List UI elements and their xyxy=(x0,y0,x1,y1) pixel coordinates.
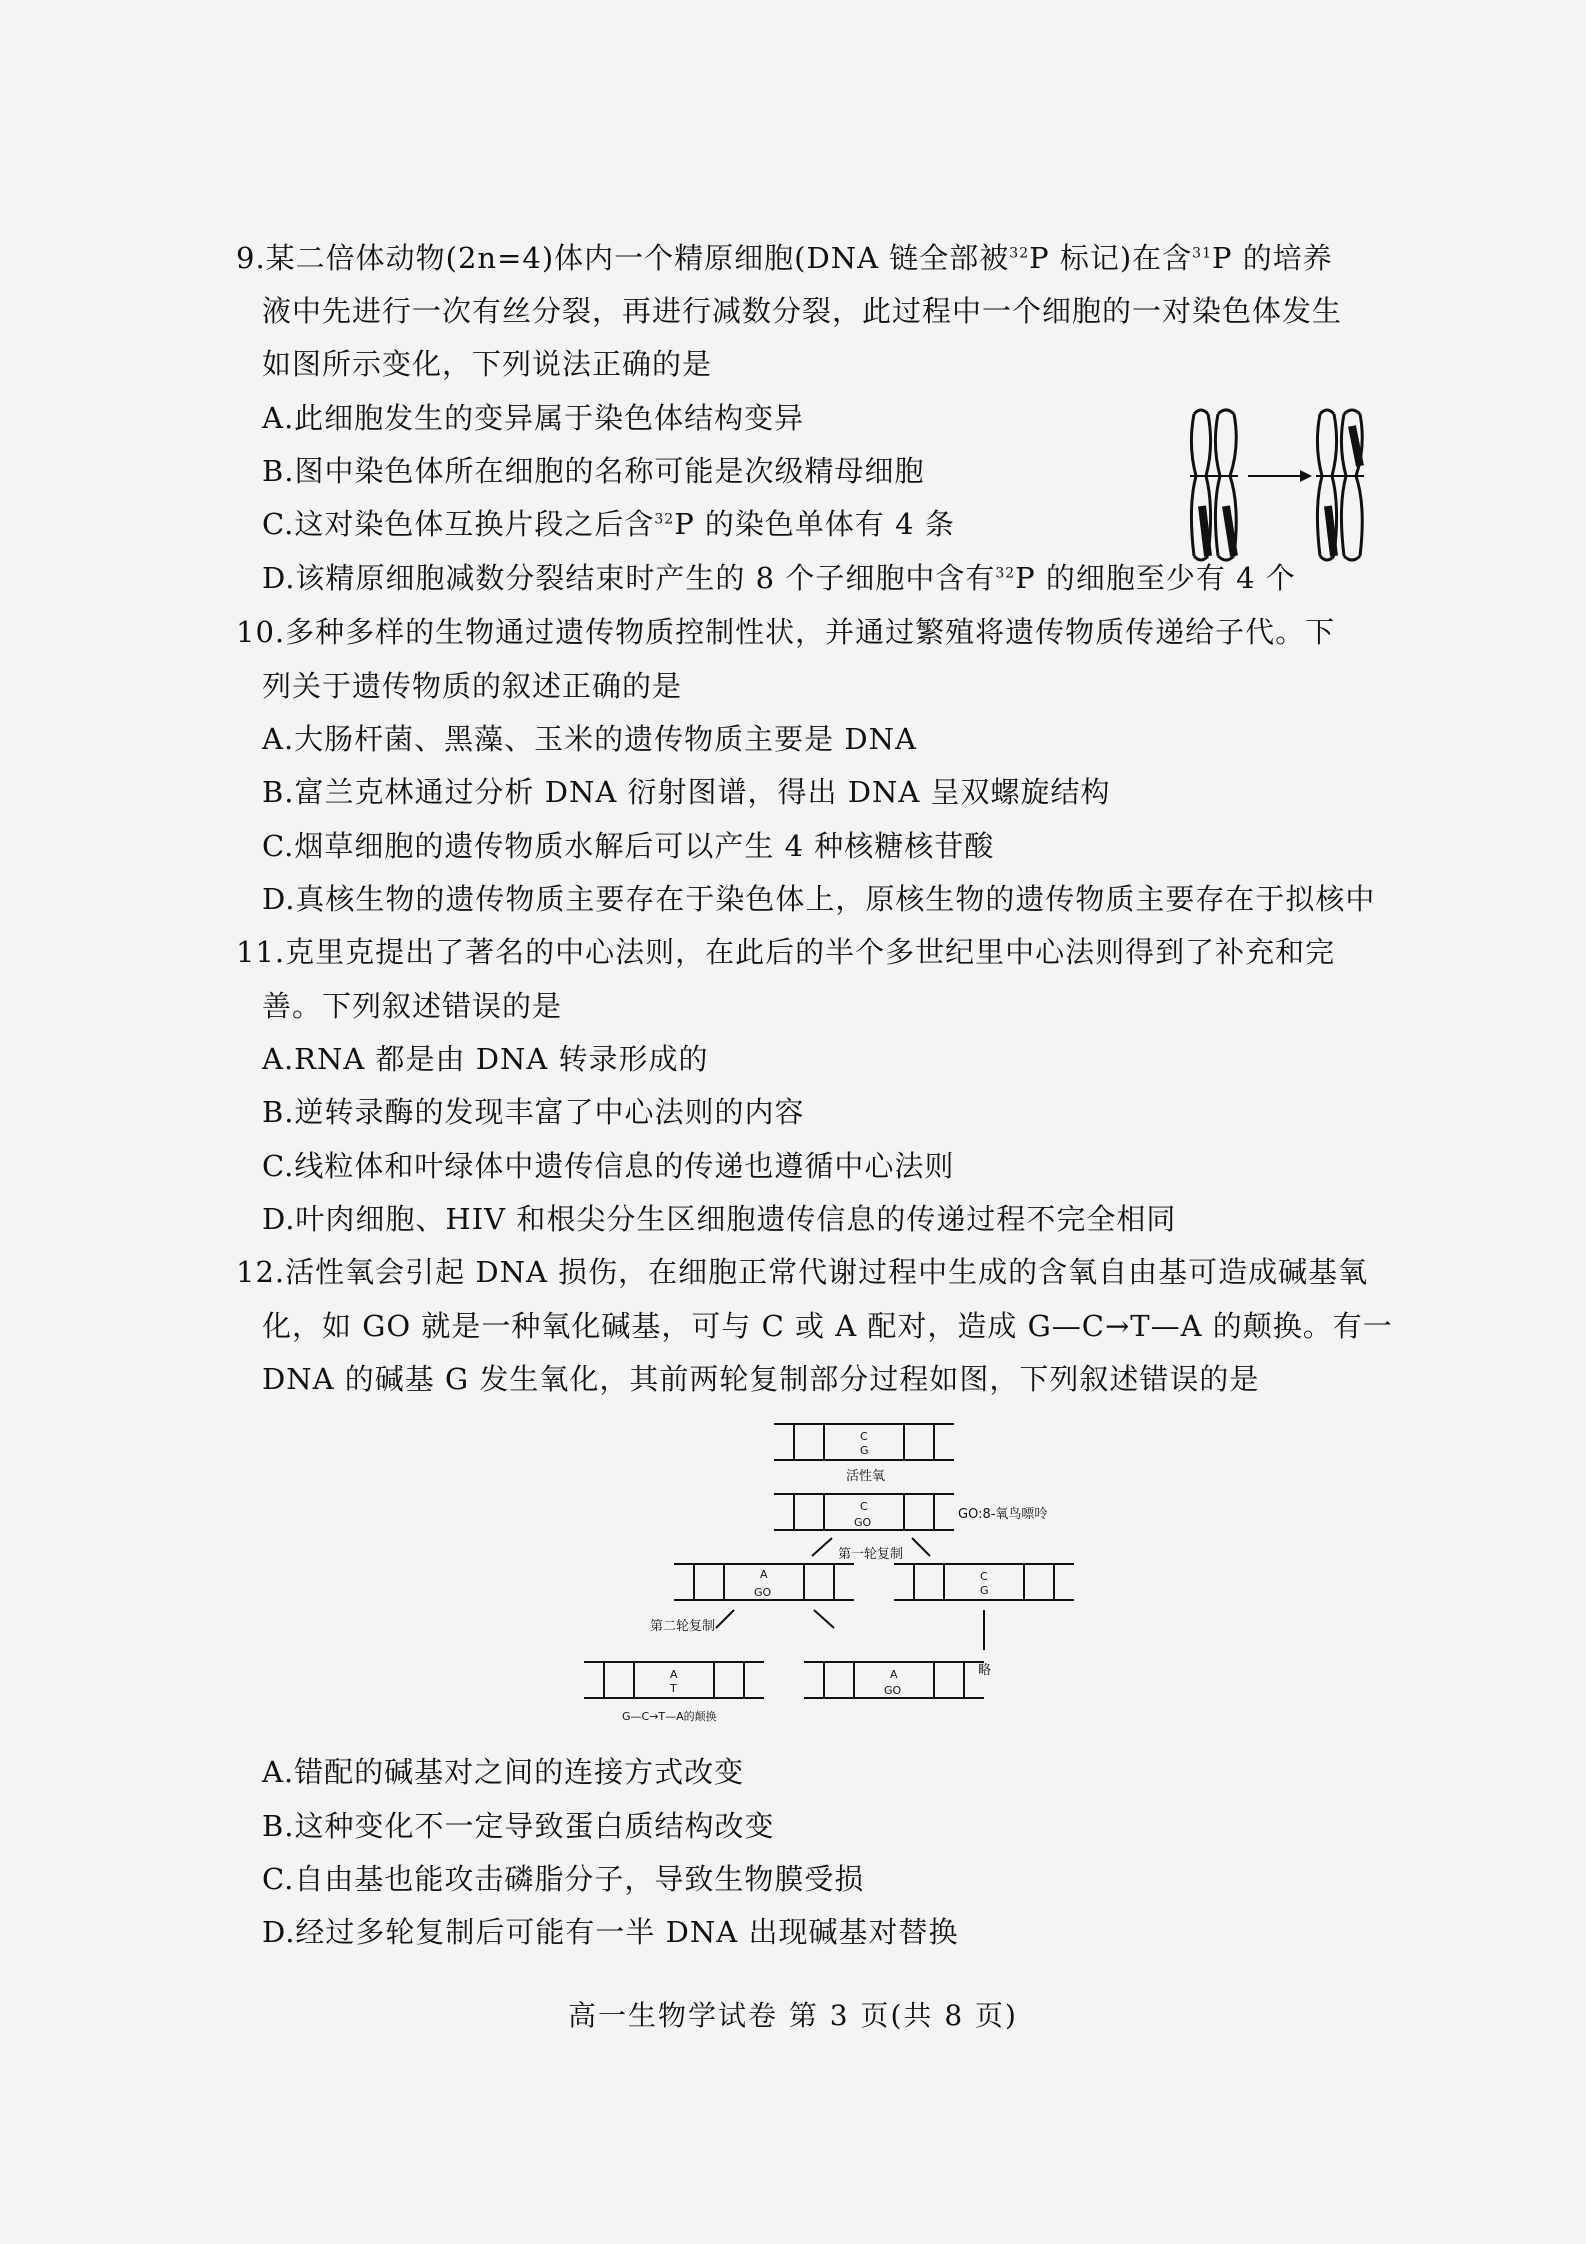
page-footer: 高一生物学试卷 第 3 页(共 8 页) xyxy=(568,1999,1018,2032)
base-c-top: C xyxy=(860,1430,868,1443)
dna-round2-left xyxy=(584,1662,764,1698)
dna-oxidized xyxy=(774,1494,954,1530)
base-g-top: G xyxy=(860,1444,869,1457)
dna-round2-right xyxy=(804,1662,984,1698)
q9-stem-line2: 液中先进行一次有丝分裂，再进行减数分裂，此过程中一个细胞的一对染色体发生 xyxy=(262,294,1343,328)
label-ros: 活性氧 xyxy=(846,1469,886,1484)
q9-stem-line1: 9.某二倍体动物(2n=4)体内一个精原细胞(DNA 链全部被$^{32}$P 标记)在含$^{31}$P 的培养 xyxy=(236,241,1333,275)
q12-option-c: C.自由基也能攻击磷脂分子，导致生物膜受损 xyxy=(262,1862,865,1896)
q11-option-d: D.叶肉细胞、HIV 和根尖分生区细胞遗传信息的传递过程不完全相同 xyxy=(262,1202,1177,1236)
q10-option-c: C.烟草细胞的遗传物质水解后可以产生 4 种核糖核苷酸 xyxy=(262,829,995,863)
q12-option-a: A.错配的碱基对之间的连接方式改变 xyxy=(262,1755,745,1789)
q11-option-b: B.逆转录酶的发现丰富了中心法则的内容 xyxy=(262,1095,805,1129)
q9-option-d: D.该精原细胞减数分裂结束时产生的 8 个子细胞中含有$^{32}$P 的细胞至少有 4 个 xyxy=(262,561,1296,595)
base-c-oxidized: C xyxy=(860,1500,868,1513)
label-round1: 第一轮复制 xyxy=(838,1547,904,1562)
q9-option-c: C.这对染色体互换片段之后含$^{32}$P 的染色单体有 4 条 xyxy=(262,507,955,541)
q11-option-c: C.线粒体和叶绿体中遗传信息的传递也遵循中心法则 xyxy=(262,1149,955,1183)
q10-option-b: B.富兰克林通过分析 DNA 衍射图谱，得出 DNA 呈双螺旋结构 xyxy=(262,775,1111,809)
q12-stem-line3: DNA 的碱基 G 发生氧化，其前两轮复制部分过程如图，下列叙述错误的是 xyxy=(262,1362,1260,1396)
q10-option-a: A.大肠杆菌、黑藻、玉米的遗传物质主要是 DNA xyxy=(262,722,917,756)
chromosome-crossover-figure xyxy=(1182,406,1378,566)
q9-option-b: B.图中染色体所在细胞的名称可能是次级精母细胞 xyxy=(262,454,925,488)
base-c-round1: C xyxy=(980,1570,988,1583)
q10-stem-line1: 10.多种多样的生物通过遗传物质控制性状，并通过繁殖将遗传物质传递给子代。下 xyxy=(236,615,1336,649)
base-g-round1: G xyxy=(980,1584,989,1597)
chromosome-pair-before xyxy=(1190,410,1238,560)
q9-option-a: A.此细胞发生的变异属于染色体结构变异 xyxy=(262,401,805,435)
dna-round1-left xyxy=(674,1564,854,1600)
q12-option-b: B.这种变化不一定导致蛋白质结构改变 xyxy=(262,1809,775,1843)
label-transversion: G—C→T—A的颠换 xyxy=(622,1710,717,1723)
q12-stem-line1: 12.活性氧会引起 DNA 损伤，在细胞正常代谢过程中生成的含氧自由基可造成碱基氧 xyxy=(236,1255,1369,1289)
q11-stem-line1: 11.克里克提出了著名的中心法则，在此后的半个多世纪里中心法则得到了补充和完 xyxy=(236,935,1336,969)
q11-stem-line2: 善。下列叙述错误的是 xyxy=(262,989,563,1023)
base-go: GO xyxy=(854,1516,872,1529)
q12-option-d: D.经过多轮复制后可能有一半 DNA 出现碱基对替换 xyxy=(262,1915,959,1949)
q11-option-a: A.RNA 都是由 DNA 转录形成的 xyxy=(262,1042,709,1076)
label-round2: 第二轮复制 xyxy=(650,1619,716,1634)
base-a-round2: A xyxy=(670,1668,678,1681)
base-a-round1: A xyxy=(760,1568,768,1581)
q10-option-d: D.真核生物的遗传物质主要存在于染色体上，原核生物的遗传物质主要存在于拟核中 xyxy=(262,882,1376,916)
chromosome-pair-after xyxy=(1316,410,1364,560)
label-omit: 略 xyxy=(978,1663,992,1678)
q12-stem-line2: 化，如 GO 就是一种氧化碱基，可与 C 或 A 配对，造成 G—C→T—A 的颠换。有一 xyxy=(262,1309,1393,1343)
base-a-round2-right: A xyxy=(890,1668,898,1681)
base-t-round2: T xyxy=(670,1682,677,1695)
label-go-definition: GO:8-氧鸟嘌呤 xyxy=(958,1507,1048,1522)
dna-replication-figure xyxy=(584,1418,1084,1736)
arrow xyxy=(1248,470,1312,482)
dna-original xyxy=(774,1424,954,1460)
dna-round1-right xyxy=(894,1564,1074,1600)
q9-stem-line3: 如图所示变化，下列说法正确的是 xyxy=(262,347,713,381)
base-go-round1: GO xyxy=(754,1586,772,1599)
base-go-round2: GO xyxy=(884,1684,902,1697)
q10-stem-line2: 列关于遗传物质的叙述正确的是 xyxy=(262,669,683,703)
